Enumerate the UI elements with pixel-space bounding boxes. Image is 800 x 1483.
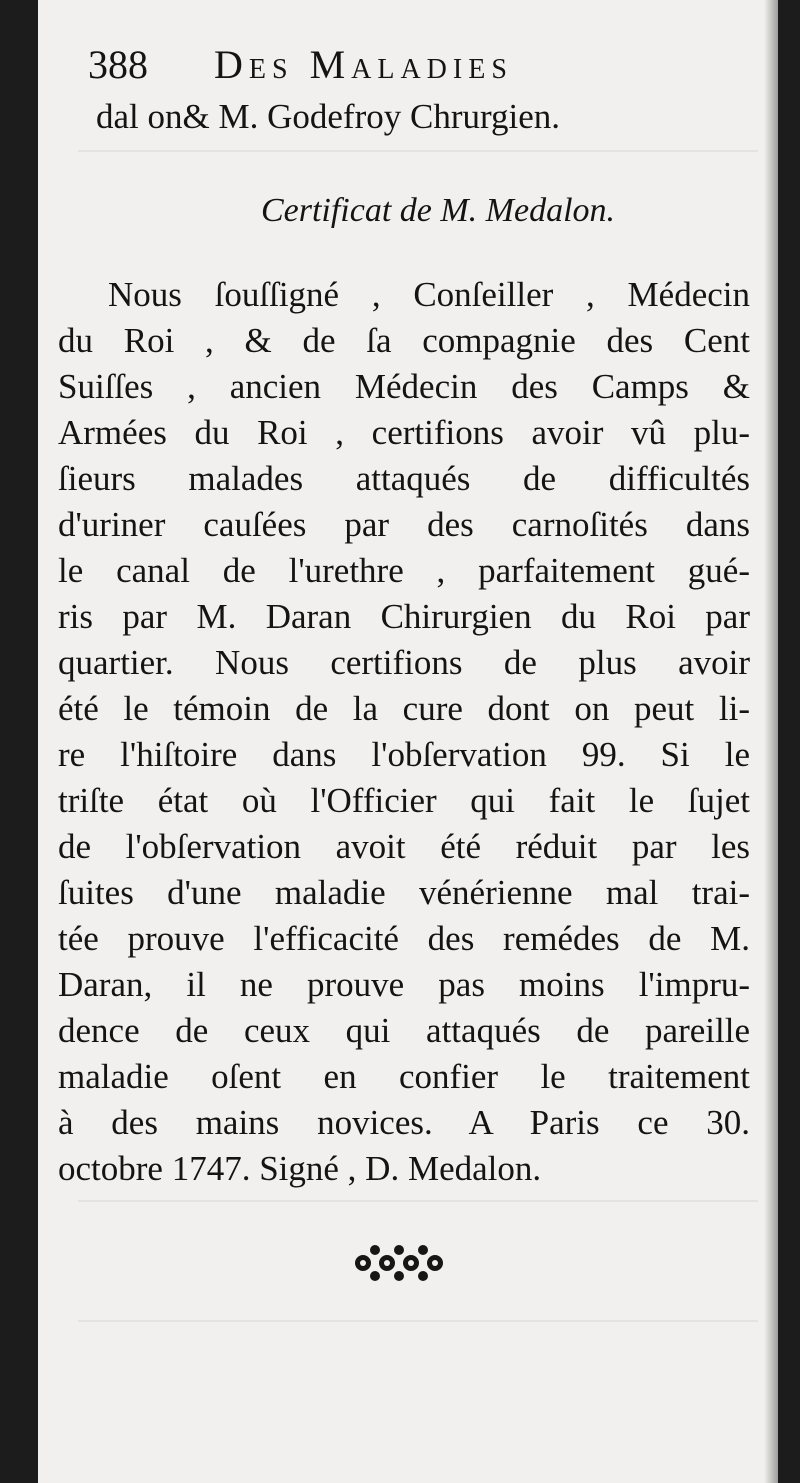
- text-line: ſuites d'une maladie vénérienne mal trai-: [58, 873, 750, 912]
- certificate-heading: Certificat de M. Medalon.: [260, 192, 616, 229]
- show-through-line: [78, 1200, 758, 1202]
- page-number: 388: [88, 42, 148, 87]
- text-line: triſte état où l'Officier qui fait le ſujet: [58, 781, 750, 820]
- text-line: ſieurs malades attaqués de difficultés: [58, 459, 750, 498]
- text-line: re l'hiſtoire dans l'obſervation 99. Si le: [58, 735, 750, 774]
- book-page: [38, 0, 778, 1483]
- text-line: tée prouve l'efficacité des remédes de M.: [58, 919, 750, 958]
- signature-line: octobre 1747. Signé , D. Medalon.: [58, 1149, 542, 1188]
- text-line: du Roi , & de ſa compagnie des Cent: [58, 321, 750, 360]
- show-through-line: [78, 150, 758, 152]
- text-line: Nous ſouſſigné , Conſeiller , Médecin: [108, 275, 750, 314]
- text-line: maladie oſent en confier le traitement: [58, 1057, 750, 1096]
- running-head: [88, 40, 748, 90]
- text-line: ris par M. Daran Chirurgien du Roi par: [58, 597, 750, 636]
- text-line: à des mains novices. A Paris ce 30.: [58, 1103, 750, 1142]
- text-line: quartier. Nous certifions de plus avoir: [58, 643, 750, 682]
- text-line: Daran, il ne prouve pas moins l'impru-: [58, 965, 750, 1004]
- carry-over-line: dal on& M. Godefroy Chrurgien.: [96, 97, 561, 136]
- floral-ornament-icon: [351, 1240, 447, 1286]
- show-through-line: [78, 1320, 758, 1322]
- text-line: dence de ceux qui attaqués de pareille: [58, 1011, 750, 1050]
- text-line: le canal de l'urethre , parfaitement gué-: [58, 551, 750, 590]
- text-line: d'uriner cauſées par des carnoſités dans: [58, 505, 750, 544]
- text-line: de l'obſervation avoit été réduit par les: [58, 827, 750, 866]
- text-line: été le témoin de la cure dont on peut li-: [58, 689, 750, 728]
- text-line: Armées du Roi , certifions avoir vû plu-: [58, 413, 750, 452]
- running-title: Des Maladies: [214, 42, 513, 87]
- text-line: Suiſſes , ancien Médecin des Camps &: [58, 367, 750, 406]
